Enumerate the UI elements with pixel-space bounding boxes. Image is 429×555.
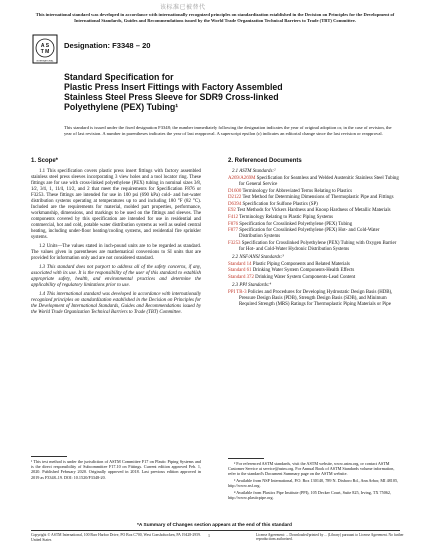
reference-item (228, 202, 400, 208)
reference-code-link[interactable]: F876 (228, 221, 239, 227)
reference-code-link[interactable]: D6394 (228, 201, 242, 207)
reference-title: Policies and Procedures for Developing Hydrostatic Design Basis (HDB), Pressure Design Basis (PDB), Strength Design Basis (SDB), and Minimum Required Strength (MRS) Ratings for Thermoplastic Piping Materials or Pipe (239, 289, 393, 307)
reference-title: Plastic Piping Components and Related Materials (251, 261, 350, 267)
scope-paragraph-1: 1.1 This specification covers plastic press insert fittings with factory assembled stainless steel press sleeves incorporating 3 view holes and a tool locator ring. These fittings are for use with cross-linked polyethylene (PEX) tubing in nominal sizes 3⁄8, 1⁄2, 3⁄4, 1, 11⁄4, 11⁄2, and 2 that meet the requirements for Specification F876 or F3253. These fittings are intended for use in 100 psi (690 kPa) cold- and hot-water distribution systems operating at temperatures up to and including 180 °F (82 °C). Included are the requirements for material, molded part properties, performance, workmanship, dimensions, and markings to be used on the fittings and sleeves. The components covered by this specification are intended for use in residential and commercial, hot and cold, potable water distribution systems as well as sealed central heating, including under-floor heating/cooling systems, and residential fire sprinkler systems. (31, 169, 201, 240)
svg-text:INTERNATIONAL: INTERNATIONAL (36, 60, 54, 63)
reference-code-link[interactable]: F3253 (228, 240, 241, 246)
reference-title: Test Methods for Vickers Hardness and Knoop Hardness of Metallic Materials (235, 208, 391, 214)
footnote-divider (31, 456, 67, 457)
footnote-4: ⁴ Available from Plastics Pipe Institute (PPI), 105 Decker Court, Suite 825, Irving, TX 75062, http://www.plasticpipe.org. (228, 490, 392, 501)
astm-standards-heading: 2.1 ASTM Standards:² (232, 169, 276, 174)
references-section (228, 158, 400, 309)
license-line: License Agreement: ... Downloaded/printed by ... (Library) pursuant to License Agreement. No further reproductions authorized. (256, 533, 404, 542)
reference-code-link[interactable]: D2122 (228, 195, 242, 201)
reference-title: Terminology Relating to Plastic Piping Systems (238, 214, 333, 220)
references-heading: 2. Referenced Documents (228, 158, 302, 164)
reference-code-link[interactable]: Standard 372 (228, 274, 254, 280)
reference-item (228, 268, 400, 274)
reference-title: Specification for Seamless and Welded Austenitic Stainless Steel Tubing for General Service (239, 176, 399, 187)
reference-code-link[interactable]: F412 (228, 214, 239, 220)
scope-section (31, 158, 201, 319)
summary-of-changes-note: *A Summary of Changes section appears at the end of this standard (137, 523, 292, 528)
page-number: 1 (208, 533, 210, 538)
reference-code-link[interactable]: E92 (228, 208, 236, 214)
astm-logo (32, 34, 58, 64)
reference-code-link[interactable]: Standard 14 (228, 261, 252, 267)
astm-reference-list (228, 176, 400, 253)
ppi-standards-heading: 2.3 PPI Standards:⁴ (232, 282, 272, 288)
scope-paragraph-4: 1.4 This international standard was developed in accordance with internationally recognized principles on standardization established in the Decision on Principles for the Development of International Standards, Guides and Recommendations issued by the World Trade Organization Technical Barriers to Trade (TBT) Committee. (31, 292, 201, 315)
page-divider (31, 530, 400, 531)
footnotes-right (228, 461, 400, 502)
footnote-1: ¹ This test method is under the jurisdiction of ASTM Committee F17 on Plastic Piping Systems and is the direct responsibility of Subcommittee F17.10 on Fittings. Current edition approved Feb. 1, 2020. Published February 2020. Originally approved in 2018. Last previous edition approved in 2019 as F3348–19. DOI: 10.1520/F3348-20. (31, 459, 201, 480)
title-line: Polyethylene (PEX) Tubing¹ (64, 102, 179, 112)
footnote-3: ³ Available from NSF International, P.O. Box 130140, 789 N. Dixboro Rd., Ann Arbor, MI 48105, http://www.nsf.org. (228, 478, 399, 489)
scope-paragraph-3: 1.3 This standard does not purport to address all of the safety concerns, if any, associated with its use. It is the responsibility of the user of this standard to establish appropriate safety, health, and environmental practices and determine the applicability of regulatory limitations prior to use. (31, 265, 201, 288)
reference-item (228, 241, 400, 253)
nsf-reference-list (228, 262, 400, 281)
standard-note: This standard is issued under the fixed designation F3348; the number immediately following the designation indicates the year of original adoption or, in the case of revision, the year of last revision. A number in parentheses indicates the year of last reapproval. A superscript epsilon (ε) indicates an editorial change since the last revision or reapproval. (64, 125, 392, 136)
reference-code-link[interactable]: Standard 61 (228, 268, 252, 274)
document-title (64, 72, 394, 112)
reference-item (228, 275, 400, 281)
watermark: 该标准已被替代 (160, 4, 206, 11)
footnote-2: ² For referenced ASTM standards, visit the ASTM website, www.astm.org, or contact ASTM Customer Service at service@astm.org. For Annual Book of ASTM Standards volume information, refer to the standard's Document Summary page on the ASTM website. (228, 461, 395, 477)
reference-title: Terminology for Abbreviated Terms Relating to Plastics (241, 188, 352, 194)
reference-code-link[interactable]: A269/A269M (228, 176, 256, 181)
wto-notice: This international standard was developed in accordance with internationally recognized principles on standardization established in the Decision on Principles for the Development of International Standards, Guides and Recommendations issued by the World Trade Organization Technical Barriers to Trade (TBT) Committee. (35, 12, 395, 23)
reference-item (228, 290, 400, 308)
reference-item (228, 262, 400, 268)
reference-item (228, 195, 400, 201)
scope-heading: 1. Scope* (31, 158, 59, 164)
svg-text:A S: A S (40, 43, 50, 49)
reference-title: Specification for Crosslinked Polyethylene (PEX) Tubing (238, 221, 353, 227)
reference-item (228, 208, 400, 214)
title-line: Standard Specification for (64, 72, 174, 82)
reference-code-link[interactable]: F877 (228, 228, 239, 234)
reference-item (228, 222, 400, 228)
copyright-line: Copyright © ASTM International, 100 Barr Harbor Drive, PO Box C700, West Conshohocken, PA 19428-2959. United States (31, 533, 201, 542)
reference-item (228, 176, 400, 188)
reference-title: Test Method for Determining Dimensions of Thermoplastic Pipe and Fittings (241, 195, 394, 201)
reference-title: Specification for Crosslinked Polyethylene (PEX) Tubing with Oxygen Barrier for Hot- and Cold-Water Hydronic Distribution Systems (239, 240, 397, 252)
nsf-standards-heading: 2.2 NSF/ANSI Standards:³ (232, 254, 284, 260)
reference-title: Drinking Water System Components-Health Effects (251, 268, 355, 274)
reference-code-link[interactable]: PPI TR-3 (228, 289, 247, 295)
title-line: Plastic Press Insert Fittings with Factory Assembled (64, 82, 283, 92)
reference-title: Specification for Crosslinked Polyethylene (PEX) Hot- and Cold-Water Distribution Systems (238, 228, 380, 240)
footnote-divider (228, 458, 264, 459)
reference-title: Drinking Water System Components-Lead Content (253, 274, 356, 280)
reference-item (228, 189, 400, 195)
title-line: Stainless Steel Press Sleeve for SDR9 Cross-linked (64, 92, 279, 102)
svg-text:T M: T M (40, 49, 50, 55)
reference-code-link[interactable]: D1600 (228, 188, 242, 194)
scope-paragraph-2: 1.2 Units—The values stated in inch-pound units are to be regarded as standard. The values given in parentheses are mathematical conversions to SI units that are provided for information only and are not considered standard. (31, 244, 201, 261)
reference-item (228, 215, 400, 221)
designation: Designation: F3348 – 20 (64, 41, 151, 50)
ppi-reference-list (228, 290, 400, 308)
reference-item (228, 228, 400, 240)
reference-title: Specification for Sulfone Plastics (SP) (241, 201, 318, 207)
